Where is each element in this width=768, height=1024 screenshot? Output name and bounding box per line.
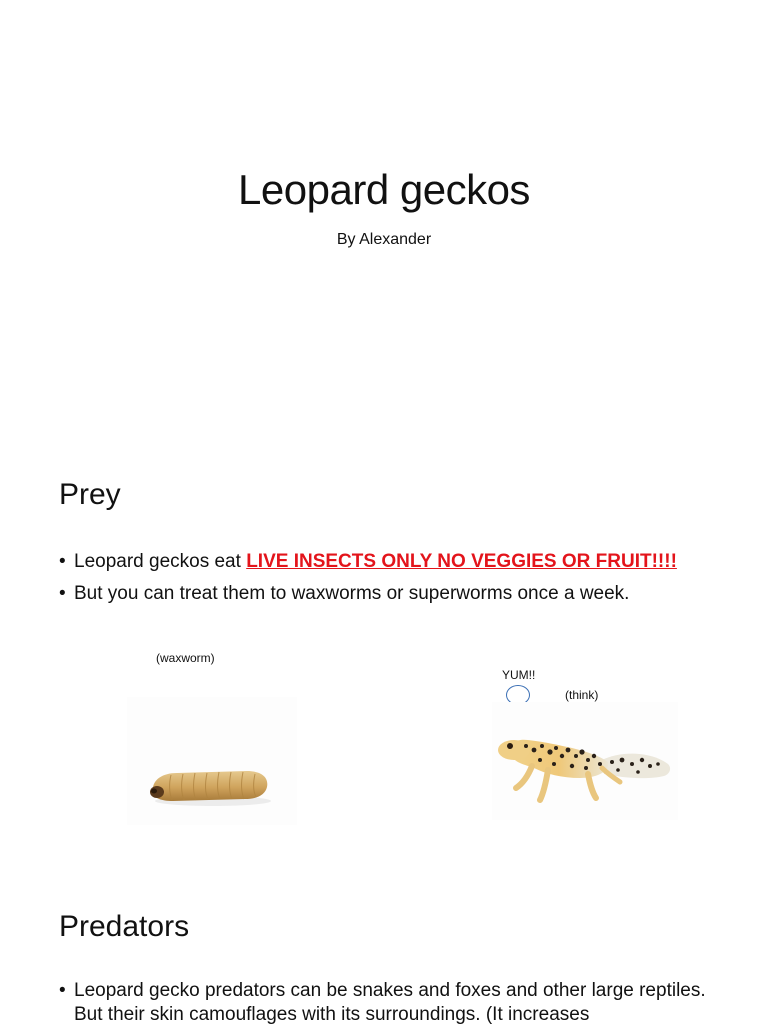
- prey-bullet-2: [59, 578, 728, 610]
- prey-bullet-1: [59, 546, 728, 578]
- think-caption: (think): [565, 688, 599, 702]
- leopard-gecko-icon: [492, 702, 678, 820]
- waxworm-image: [127, 697, 297, 825]
- title-slide: [0, 0, 768, 432]
- prey-title: Prey: [59, 478, 121, 511]
- prey-bullet-list: [59, 546, 728, 610]
- predators-bullet-1: [59, 979, 728, 1024]
- prey-bullet-1-text: Leopard geckos eat: [74, 551, 247, 572]
- predators-title: Predators: [59, 910, 190, 943]
- predators-slide: [0, 864, 768, 1024]
- bullet-dot-icon: •: [59, 980, 66, 1001]
- bullet-dot-icon: •: [59, 583, 66, 604]
- waxworm-icon: [127, 697, 297, 825]
- predators-bullet-1-text: Leopard gecko predators can be snakes and foxes and other large reptiles. But their skin camouflages with its surroundings. (It increases: [74, 980, 706, 1024]
- prey-bullet-1-alert: LIVE INSECTS ONLY NO VEGGIES OR FRUIT!!!!: [246, 551, 677, 572]
- bullet-dot-icon: •: [59, 551, 66, 572]
- prey-slide: [0, 432, 768, 864]
- predators-bullet-list: [59, 979, 728, 1024]
- gecko-image: [492, 702, 678, 820]
- waxworm-caption: (waxworm): [156, 651, 215, 665]
- prey-bullet-2-text: But you can treat them to waxworms or superworms once a week.: [74, 583, 630, 604]
- yum-caption: YUM!!: [502, 668, 536, 682]
- presentation-title: Leopard geckos: [238, 166, 530, 213]
- presentation-author: By Alexander: [336, 231, 432, 248]
